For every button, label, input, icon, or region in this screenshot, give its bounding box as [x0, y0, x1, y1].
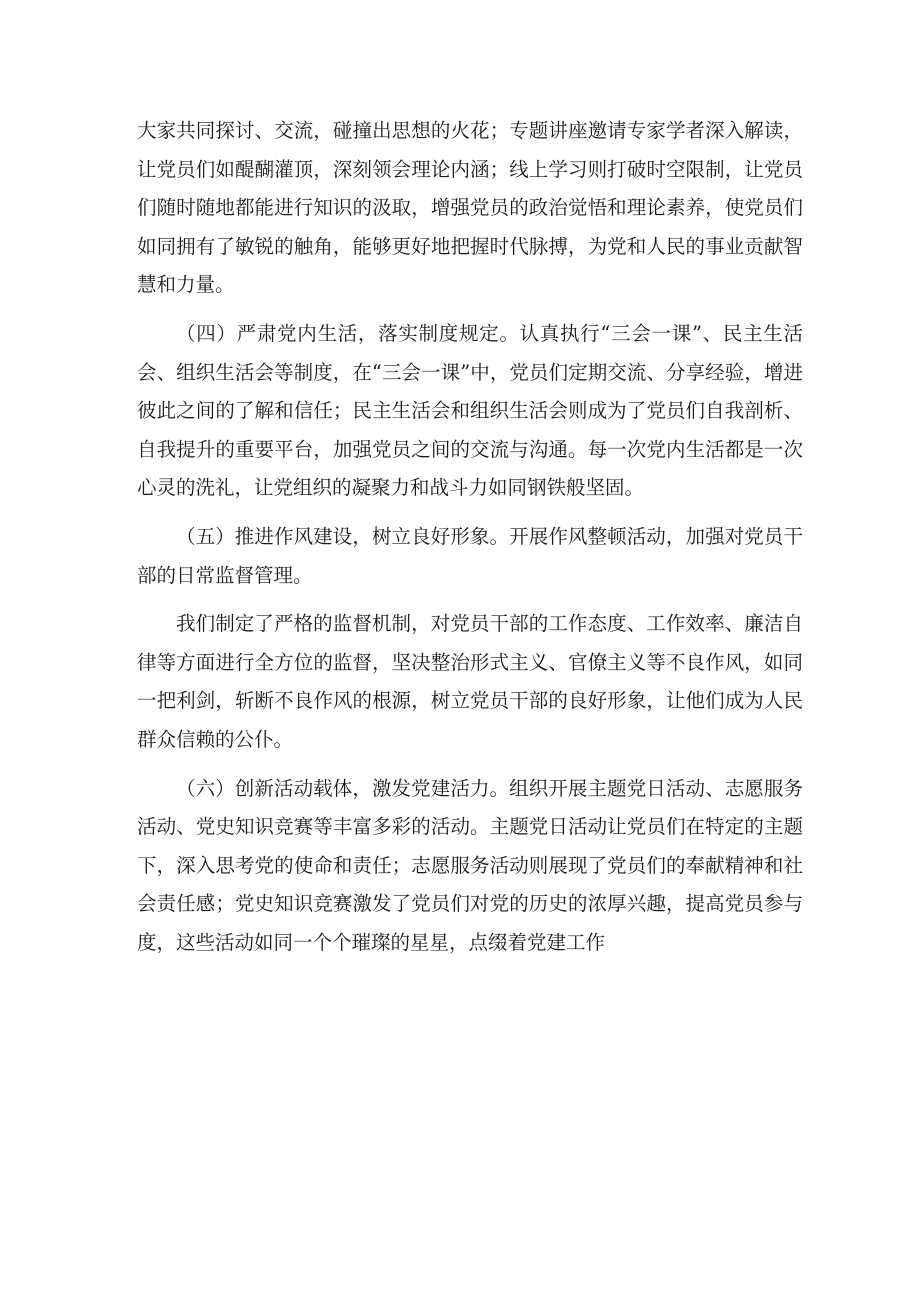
paragraph-section-six: （六）创新活动载体，激发党建活力。组织开展主题党日活动、志愿服务活动、党史知识竞赛等丰富多彩的活动。主题党日活动让党员们在特定的主题下，深入思考党的使命和责任；志愿服务活动则展现了党员们的奉献精神和社会责任感；党史知识竞赛激发了党员们对党的历史的浓厚兴趣，提高党员参与度，这些活动如同一个个璀璨的星星，点缀着党建工作	[137, 776, 803, 954]
document-page	[137, 112, 803, 962]
paragraph-section-four: （四）严肃党内生活，落实制度规定。认真执行“三会一课”、民主生活会、组织生活会等制度，在“三会一课”中，党员们定期交流、分享经验，增进彼此之间的了解和信任；民主生活会和组织生活会则成为了党员们自我剖析、自我提升的重要平台，加强党员之间的交流与沟通。每一次党内生活都是一次心灵的洗礼，让党组织的凝聚力和战斗力如同钢铁般坚固。	[137, 321, 803, 500]
paragraph-supervision: 我们制定了严格的监督机制，对党员干部的工作态度、工作效率、廉洁自律等方面进行全方位的监督，坚决整治形式主义、官僚主义等不良作风，如同一把利剑，斩断不良作风的根源，树立党员干部的良好形象，让他们成为人民群众信赖的公仆。	[137, 612, 803, 751]
paragraph-section-five: （五）推进作风建设，树立良好形象。开展作风整顿活动，加强对党员干部的日常监督管理。	[137, 524, 803, 587]
paragraph-continuation: 大家共同探讨、交流，碰撞出思想的火花；专题讲座邀请专家学者深入解读，让党员们如醍醐灌顶，深刻领会理论内涵；线上学习则打破时空限制，让党员们随时随地都能进行知识的汲取，增强党员的政治觉悟和理论素养，使党员们如同拥有了敏锐的触角，能够更好地把握时代脉搏，为党和人民的事业贡献智慧和力量。	[137, 119, 803, 297]
